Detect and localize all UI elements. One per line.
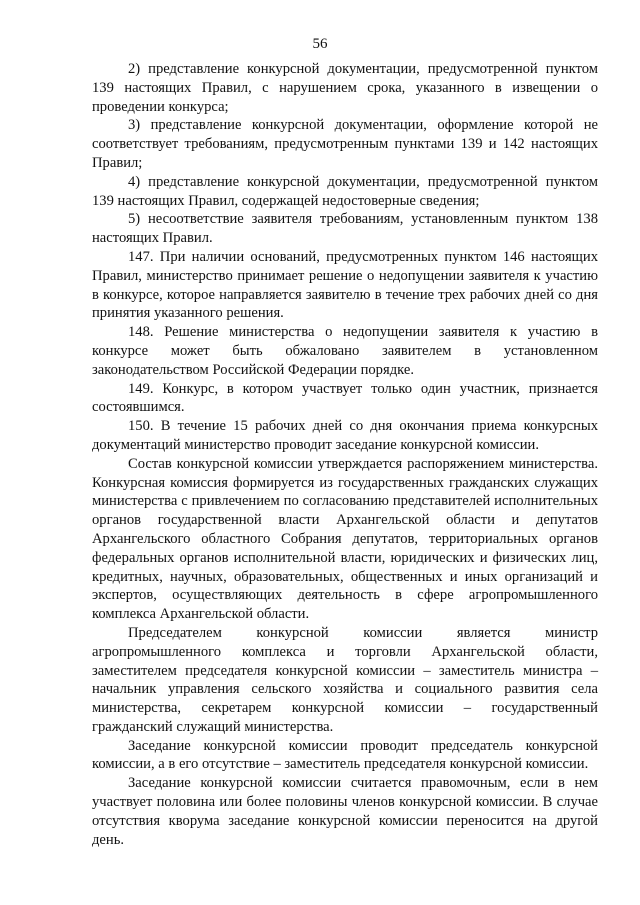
page-number: 56	[312, 36, 328, 52]
paragraph-item-3: 3) представление конкурсной документации, оформление которой не соответствует требованиям, предусмотренным пунктами 139 и 142 настоящих Правил;	[92, 117, 598, 171]
paragraph-148: 148. Решение министерства о недопущении заявителя к участию в конкурсе может быть обжаловано заявителем в установленном законодательством Российской Федерации порядке.	[92, 324, 598, 378]
paragraph-147: 147. При наличии оснований, предусмотренных пунктом 146 настоящих Правил, министерство принимает решение о недопущении заявителя к участию в конкурсе, которое направляется заявителю в течение трех рабочих дней со дня принятия указанного решения.	[92, 248, 598, 322]
paragraph-149: 149. Конкурс, в котором участвует только один участник, признается состоявшимся.	[92, 380, 598, 416]
document-body	[92, 60, 598, 849]
paragraph-meeting-chair: Заседание конкурсной комиссии проводит председатель конкурсной комиссии, а в его отсутствие – заместитель председателя конкурсной комиссии.	[92, 737, 598, 773]
paragraph-150: 150. В течение 15 рабочих дней со дня окончания приема конкурсных документаций министерство проводит заседание конкурсной комиссии.	[92, 418, 598, 453]
paragraph-quorum: Заседание конкурсной комиссии считается правомочным, если в нем участвует половина или более половины членов конкурсной комиссии. В случае отсутствия кворума заседание конкурсной комиссии переносится на другой день.	[92, 775, 598, 848]
paragraph-item-2: 2) представление конкурсной документации, предусмотренной пунктом 139 настоящих Правил, с нарушением срока, указанного в извещении о проведении конкурса;	[92, 61, 598, 115]
paragraph-commission-chair: Председателем конкурсной комиссии является министр агропромышленного комплекса и торговли Архангельской области, заместителем председателя конкурсной комиссии – заместитель министра – начальник управления сельского хозяйства и социального развития села министерства, секретарем конкурсной комиссии – государственный гражданский служащий министерства.	[92, 624, 598, 735]
paragraph-item-4: 4) представление конкурсной документации, предусмотренной пунктом 139 настоящих Правил, содержащей недостоверные сведения;	[92, 173, 598, 209]
paragraph-item-5: 5) несоответствие заявителя требованиям, установленным пунктом 138 настоящих Правил.	[92, 211, 598, 247]
paragraph-commission-composition: Состав конкурсной комиссии утверждается распоряжением министерства. Конкурсная комиссия формируется из государственных гражданских служащих министерства с привлечением по согласованию представителей исполнительных органов государственной власти Архангельской области и депутатов Архангельского областного Собрания депутатов, территориальных органов федеральных органов исполнительной власти, юридических и физических лиц, кредитных, научных, образовательных, общественных и иных организаций и экспертов, осуществляющих деятельность в сфере агропромышленного комплекса Архангельской области.	[92, 455, 598, 623]
